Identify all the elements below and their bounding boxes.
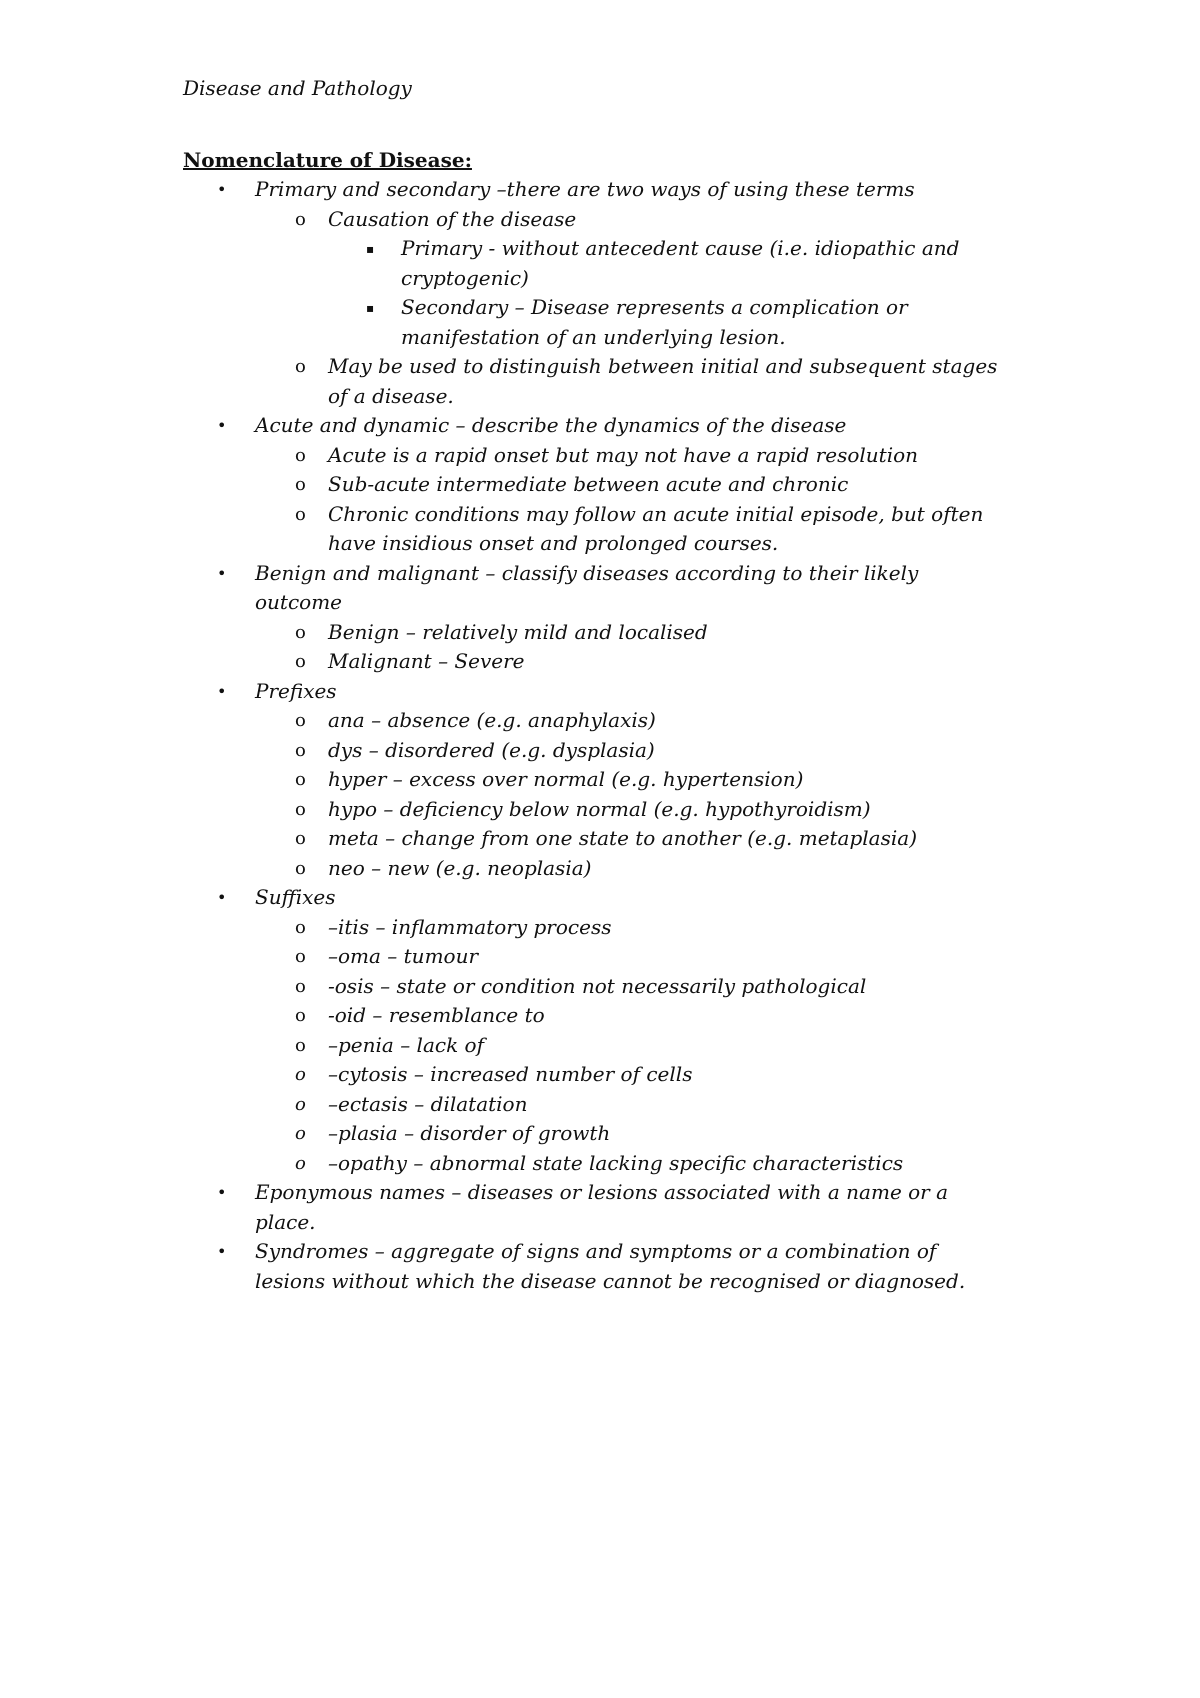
list-item-level-2 <box>0 618 1016 648</box>
list-item-level-1 <box>0 559 1010 618</box>
list-item-level-2 <box>0 972 1016 1002</box>
circle-bullet-icon: o <box>295 444 306 466</box>
circle-bullet-icon: o <box>295 975 306 997</box>
list-item-level-2 <box>0 352 1016 411</box>
circle-bullet-icon: o <box>295 651 306 672</box>
list-item-text: -oid – resemblance to <box>328 1003 545 1027</box>
circle-bullet-icon: o <box>295 828 306 849</box>
circle-bullet-icon: o <box>295 1034 306 1056</box>
list-item-level-1 <box>0 883 1010 913</box>
list-item-text: –penia – lack of <box>328 1032 484 1057</box>
list-item-level-2 <box>0 795 1016 825</box>
list-item-level-2 <box>0 913 1016 943</box>
list-item-text: Suffixes <box>255 885 336 909</box>
list-item-level-2 <box>0 736 1016 766</box>
list-item-level-3 <box>0 234 961 293</box>
list-item-text: -osis – state or condition not necessarily pathological <box>328 973 867 998</box>
list-item-level-2 <box>0 854 1016 884</box>
circle-bullet-icon: o <box>295 1064 306 1085</box>
list-item-level-2 <box>0 765 1016 795</box>
list-item-text: hypo – deficiency below normal (e.g. hypothyroidism) <box>328 796 871 821</box>
circle-bullet-icon: o <box>295 946 306 967</box>
section-heading: Nomenclature of Disease: <box>183 148 472 172</box>
bullet-icon: • <box>217 563 227 583</box>
list-item-text: Syndromes – aggregate of signs and symptoms or a combination of lesions without which the disease cannot be recognised or diagnosed. <box>255 1239 966 1293</box>
circle-bullet-icon: o <box>295 356 306 377</box>
list-item-text: –itis – inflammatory process <box>328 914 612 939</box>
list-item-level-2 <box>0 1060 1016 1090</box>
bullet-icon: • <box>217 681 227 701</box>
bullet-icon: • <box>217 888 227 907</box>
circle-bullet-icon: o <box>295 503 306 525</box>
list-item-level-2 <box>0 942 1016 972</box>
list-item-text: Benign and malignant – classify diseases according to their likely outcome <box>255 560 919 614</box>
list-item-text: Sub-acute intermediate between acute and chronic <box>328 472 849 496</box>
list-item-level-2 <box>0 706 1016 736</box>
circle-bullet-icon: o <box>295 474 306 495</box>
list-item-level-2 <box>0 205 1016 235</box>
circle-bullet-icon: o <box>295 857 306 879</box>
list-item-text: meta – change from one state to another (e.g. metaplasia) <box>328 826 917 850</box>
list-item-text: –opathy – abnormal state lacking specific characteristics <box>328 1150 904 1175</box>
outline-list <box>0 175 1200 1296</box>
list-item-level-2 <box>0 1119 1016 1149</box>
circle-bullet-icon: o <box>295 916 306 938</box>
list-item-text: –oma – tumour <box>328 944 479 968</box>
circle-bullet-icon: o <box>295 208 306 230</box>
circle-bullet-icon: o <box>295 769 306 790</box>
list-item-text: Primary and secondary –there are two ways of using these terms <box>255 177 915 201</box>
circle-bullet-icon: o <box>295 1005 306 1026</box>
list-item-text: Malignant – Severe <box>328 649 525 673</box>
bullet-icon: • <box>217 180 227 199</box>
circle-bullet-icon: o <box>295 739 306 761</box>
circle-bullet-icon: o <box>295 710 306 731</box>
square-bullet-icon: ▪ <box>366 301 375 315</box>
bullet-icon: • <box>217 1183 227 1202</box>
list-item-level-2 <box>0 1149 1016 1179</box>
list-item-text: ana – absence (e.g. anaphylaxis) <box>328 708 656 732</box>
list-item-level-2 <box>0 1001 1016 1031</box>
list-item-text: May be used to distinguish between initial and subsequent stages of a disease. <box>328 354 998 408</box>
circle-bullet-icon: o <box>295 1152 306 1174</box>
list-item-text: Causation of the disease <box>328 206 577 231</box>
list-item-level-2 <box>0 1031 1016 1061</box>
list-item-text: Secondary – Disease represents a complication or manifestation of an underlying lesion. <box>401 295 908 349</box>
list-item-text: Eponymous names – diseases or lesions associated with a name or a place. <box>255 1180 949 1234</box>
list-item-level-3 <box>0 293 961 352</box>
bullet-icon: • <box>217 1242 227 1261</box>
list-item-level-1 <box>0 1178 1010 1237</box>
list-item-level-1 <box>0 677 1010 707</box>
circle-bullet-icon: o <box>295 798 306 820</box>
list-item-text: Acute is a rapid onset but may not have a rapid resolution <box>328 442 919 467</box>
list-item-level-2 <box>0 500 1016 559</box>
square-bullet-icon: ▪ <box>366 242 375 256</box>
list-item-level-2 <box>0 647 1016 677</box>
list-item-text: Chronic conditions may follow an acute initial episode, but often have insidious onset and prolonged courses. <box>328 501 984 555</box>
circle-bullet-icon: o <box>295 1093 306 1115</box>
list-item-text: –ectasis – dilatation <box>328 1091 528 1116</box>
bullet-icon: • <box>217 416 227 435</box>
list-item-text: hyper – excess over normal (e.g. hypertension) <box>328 767 804 791</box>
list-item-text: Benign – relatively mild and localised <box>328 619 708 644</box>
list-item-text: –plasia – disorder of growth <box>328 1121 611 1145</box>
list-item-text: Acute and dynamic – describe the dynamics of the disease <box>255 413 847 437</box>
list-item-level-2 <box>0 441 1016 471</box>
list-item-text: –cytosis – increased number of cells <box>328 1062 693 1086</box>
list-item-level-2 <box>0 1090 1016 1120</box>
list-item-level-2 <box>0 470 1016 500</box>
list-item-text: Primary - without antecedent cause (i.e. idiopathic and cryptogenic) <box>401 236 960 290</box>
list-item-text: Prefixes <box>255 678 337 703</box>
list-item-level-2 <box>0 824 1016 854</box>
list-item-level-1 <box>0 1237 1010 1296</box>
list-item-text: dys – disordered (e.g. dysplasia) <box>328 737 655 762</box>
list-item-level-1 <box>0 175 1010 205</box>
list-item-level-1 <box>0 411 1010 441</box>
document-title: Disease and Pathology <box>183 76 412 100</box>
circle-bullet-icon: o <box>295 621 306 643</box>
circle-bullet-icon: o <box>295 1123 306 1144</box>
list-item-text: neo – new (e.g. neoplasia) <box>328 855 592 880</box>
